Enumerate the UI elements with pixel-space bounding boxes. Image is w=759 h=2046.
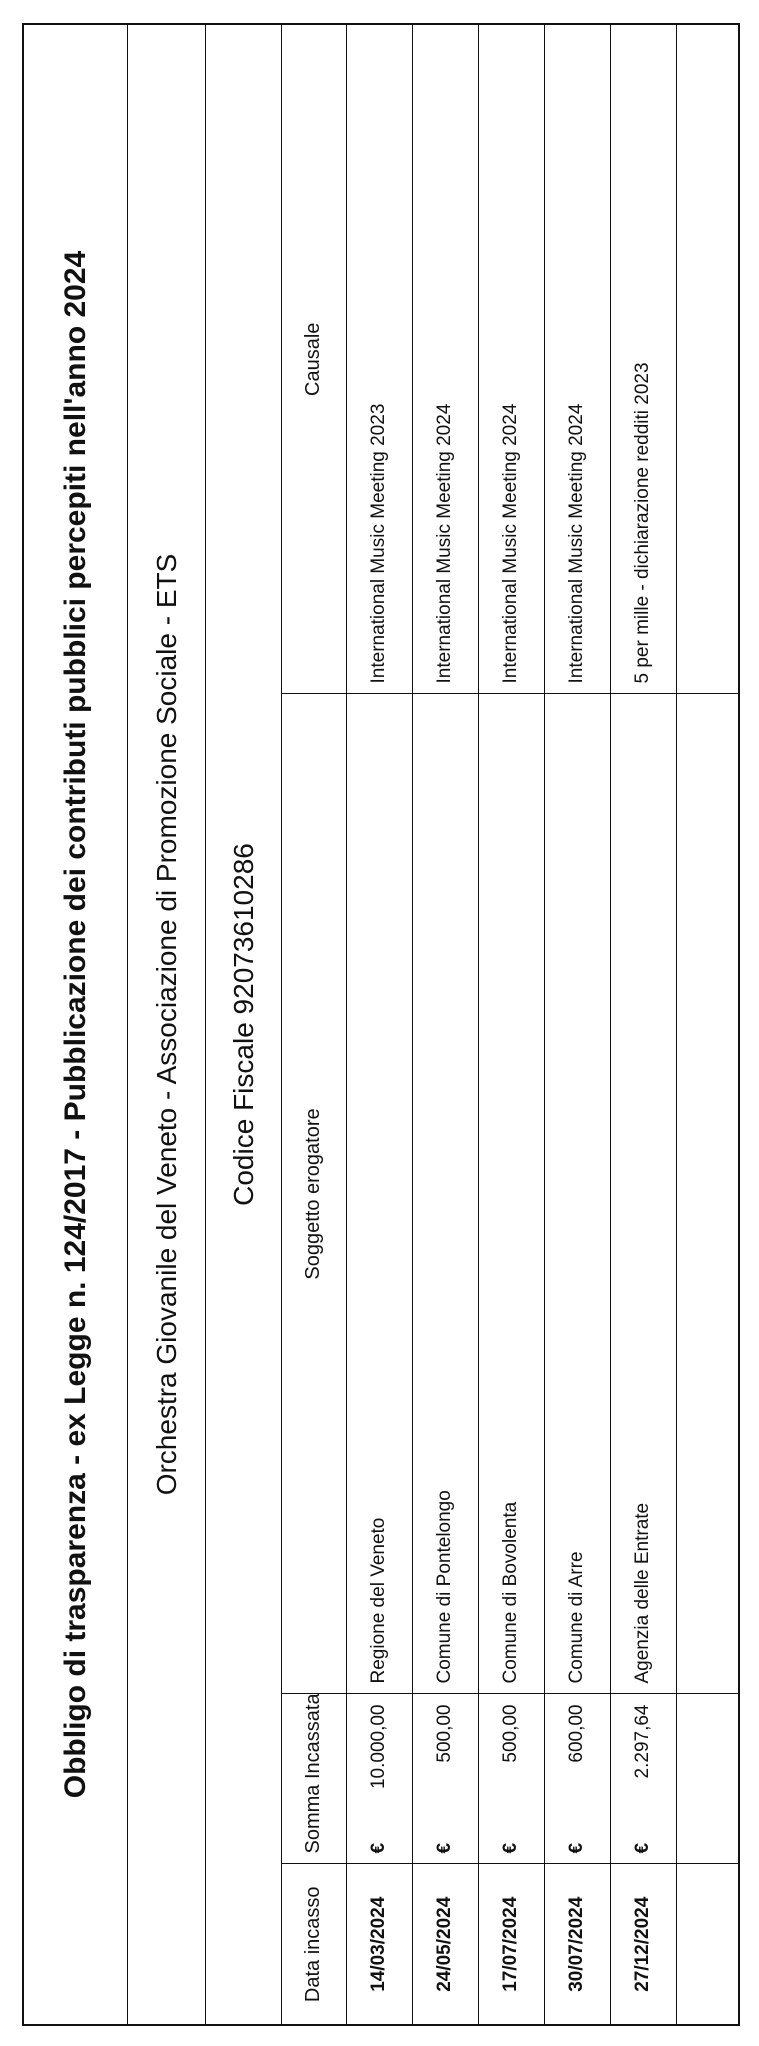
table-row-empty	[676, 25, 738, 2024]
row-subject: Regione del Veneto	[346, 694, 412, 1694]
contributions-table	[282, 25, 738, 2024]
amount-value: 600,00	[566, 1704, 587, 1763]
amount-value: 2.297,64	[632, 1704, 653, 1779]
row-subject: Comune di Arre	[544, 694, 610, 1694]
column-header-date: Data incasso	[282, 1864, 346, 2024]
document-title: Obbligo di trasparenza - ex Legge n. 124/2017 - Pubblicazione dei contributi pubblici percepiti nell'anno 2024	[24, 25, 128, 2024]
row-date: 30/07/2024	[544, 1864, 610, 2024]
amount-value: 500,00	[434, 1704, 455, 1763]
table-row	[478, 25, 544, 2024]
euro-symbol: €	[500, 1842, 521, 1854]
euro-symbol: €	[434, 1842, 455, 1854]
empty-cell	[676, 25, 738, 694]
row-date: 24/05/2024	[412, 1864, 478, 2024]
fiscal-code: Codice Fiscale 92073610286	[206, 25, 282, 2024]
row-amount	[610, 1694, 676, 1864]
row-amount	[478, 1694, 544, 1864]
row-amount	[412, 1694, 478, 1864]
column-header-amount: Somma Incassata	[282, 1694, 346, 1864]
amount-value: 500,00	[500, 1704, 521, 1763]
euro-symbol: €	[632, 1842, 653, 1854]
table-row	[412, 25, 478, 2024]
row-cause: International Music Meeting 2024	[478, 25, 544, 694]
table-row	[346, 25, 412, 2024]
empty-cell	[676, 694, 738, 1694]
row-date: 27/12/2024	[610, 1864, 676, 2024]
row-subject: Comune di Pontelongo	[412, 694, 478, 1694]
euro-symbol: €	[566, 1842, 587, 1854]
column-header-cause: Causale	[282, 25, 346, 694]
table-row	[544, 25, 610, 2024]
row-amount	[346, 1694, 412, 1864]
row-cause: International Music Meeting 2024	[544, 25, 610, 694]
column-header-subject: Soggetto erogatore	[282, 694, 346, 1694]
table-row	[610, 25, 676, 2024]
row-cause: International Music Meeting 2024	[412, 25, 478, 694]
document-sheet	[22, 23, 740, 2026]
euro-symbol: €	[368, 1842, 389, 1854]
empty-cell	[676, 1864, 738, 2024]
row-amount	[544, 1694, 610, 1864]
organization-name: Orchestra Giovanile del Veneto - Associazione di Promozione Sociale - ETS	[128, 25, 206, 2024]
row-cause: 5 per mille - dichiarazione redditi 2023	[610, 25, 676, 694]
row-date: 14/03/2024	[346, 1864, 412, 2024]
empty-cell	[676, 1694, 738, 1864]
row-date: 17/07/2024	[478, 1864, 544, 2024]
row-subject: Agenzia delle Entrate	[610, 694, 676, 1694]
table-header-row	[282, 25, 346, 2024]
amount-value: 10.000,00	[368, 1704, 389, 1790]
row-cause: International Music Meeting 2023	[346, 25, 412, 694]
row-subject: Comune di Bovolenta	[478, 694, 544, 1694]
